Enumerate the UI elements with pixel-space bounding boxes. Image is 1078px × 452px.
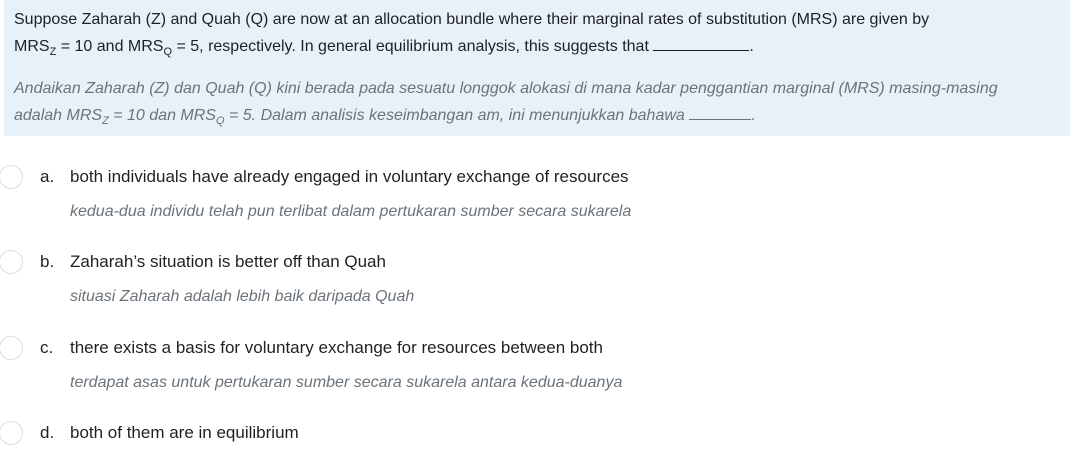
ms-mrs-z-label: MRS xyxy=(66,107,103,125)
mrs-q-label: MRS xyxy=(127,38,164,55)
option-c-radio[interactable] xyxy=(0,336,23,360)
ms-mrs-q-label: MRS xyxy=(180,107,216,125)
option-a-radio[interactable] xyxy=(0,165,23,189)
question-malay-period: . xyxy=(751,107,756,125)
option-c-text[interactable]: there exists a basis for voluntary exchange for resources between both xyxy=(70,338,603,357)
option-b-letter: b. xyxy=(40,252,55,271)
mrs-z-label: MRS xyxy=(14,38,50,55)
option-b-text[interactable]: Zaharah’s situation is better off than Quah xyxy=(70,252,386,271)
answer-blank xyxy=(653,36,749,51)
option-d-letter: d. xyxy=(40,423,55,442)
question-text-box xyxy=(4,0,1070,136)
question-english-line1: Suppose Zaharah (Z) and Quah (Q) are now at an allocation bundle where their marginal rates of substitution (MRS) are given by xyxy=(14,11,930,28)
question-malay xyxy=(14,75,1060,135)
ms-mrs-q-value: = 5. Dalam analisis keseimbangan am, ini menunjukkan bahawa xyxy=(224,107,690,125)
option-b-translation[interactable]: situasi Zaharah adalah lebih baik daripada Quah xyxy=(70,288,415,305)
question-malay-line1: Andaikan Zaharah (Z) dan Quah (Q) kini berada pada sesuatu longgok alokasi di mana kadar penggantian marginal (MRS) masing-masing xyxy=(14,80,998,98)
mrs-z-subscript: Z xyxy=(49,46,57,59)
mrs-z-value: = 10 and xyxy=(56,38,128,55)
mrs-q-value: = 5, respectively. In general equilibrium analysis, this suggests that xyxy=(172,38,654,55)
question-english-period: . xyxy=(749,38,754,55)
option-c-translation[interactable]: terdapat asas untuk pertukaran sumber secara sukarela antara kedua-duanya xyxy=(70,374,623,391)
option-a-text[interactable]: both individuals have already engaged in voluntary exchange of resources xyxy=(70,167,629,186)
mrs-q-subscript: Q xyxy=(163,46,173,59)
option-b-radio[interactable] xyxy=(0,250,23,274)
option-d-radio[interactable] xyxy=(0,421,23,445)
option-a-letter: a. xyxy=(40,167,55,186)
answer-blank-malay xyxy=(689,105,751,120)
ms-mrs-z-value: = 10 dan xyxy=(108,107,181,125)
ms-mrs-z-subscript: Z xyxy=(102,115,109,128)
ms-mrs-q-subscript: Q xyxy=(215,115,225,128)
option-d-text[interactable]: both of them are in equilibrium xyxy=(70,423,299,442)
option-c-letter: c. xyxy=(40,338,54,357)
question-malay-line2-start: adalah xyxy=(14,107,67,125)
question-english xyxy=(14,6,1060,66)
option-a-translation[interactable]: kedua-dua individu telah pun terlibat dalam pertukaran sumber secara sukarela xyxy=(70,203,632,220)
